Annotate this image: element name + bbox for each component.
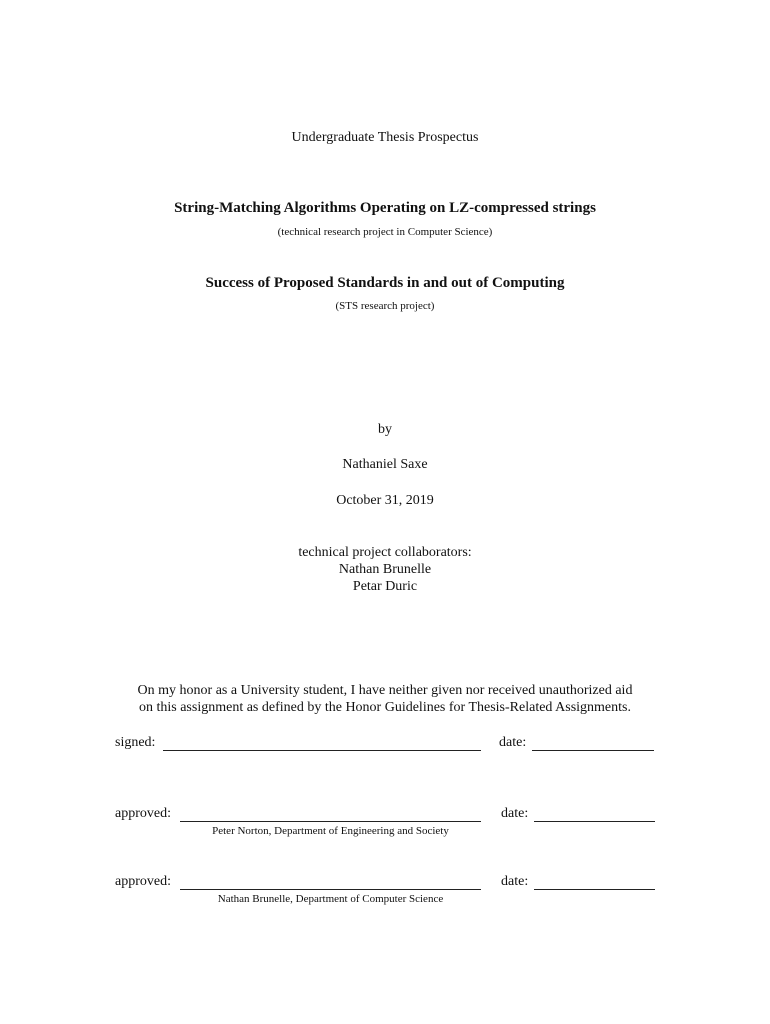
sts-project-title: Success of Proposed Standards in and out of Computing <box>205 275 565 291</box>
approval-date-label: date: <box>501 806 529 821</box>
honor-pledge-line-1: On my honor as a University student, I have neither given nor received unauthorized aid <box>137 683 633 698</box>
date-label: date: <box>499 735 527 750</box>
sts-project-note: (STS research project) <box>335 300 435 312</box>
approval-date-line[interactable] <box>534 889 655 890</box>
approval-date-label: date: <box>501 874 529 889</box>
technical-project-note: (technical research project in Computer Science) <box>277 226 493 238</box>
prospectus-label: Undergraduate Thesis Prospectus <box>291 130 479 145</box>
signed-label: signed: <box>115 735 156 750</box>
collaborator-name: Nathan Brunelle <box>338 562 432 577</box>
approved-label: approved: <box>115 806 171 821</box>
author-name: Nathaniel Saxe <box>342 457 428 472</box>
submission-date: October 31, 2019 <box>336 493 434 508</box>
date-line[interactable] <box>532 750 654 751</box>
approved-label: approved: <box>115 874 171 889</box>
honor-pledge-line-2: on this assignment as defined by the Honor Guidelines for Thesis-Related Assignments. <box>138 700 631 715</box>
collaborators-heading: technical project collaborators: <box>298 545 472 560</box>
approval-signature-line[interactable] <box>180 821 481 822</box>
by-label: by <box>378 422 392 437</box>
signature-line[interactable] <box>163 750 481 751</box>
approval-date-line[interactable] <box>534 821 655 822</box>
approval-signature-line[interactable] <box>180 889 481 890</box>
technical-project-title: String-Matching Algorithms Operating on LZ-compressed strings <box>174 200 596 216</box>
collaborator-name: Petar Duric <box>352 579 418 594</box>
approver-name: Peter Norton, Department of Engineering and Society <box>212 825 449 837</box>
approver-name: Nathan Brunelle, Department of Computer Science <box>217 893 444 905</box>
